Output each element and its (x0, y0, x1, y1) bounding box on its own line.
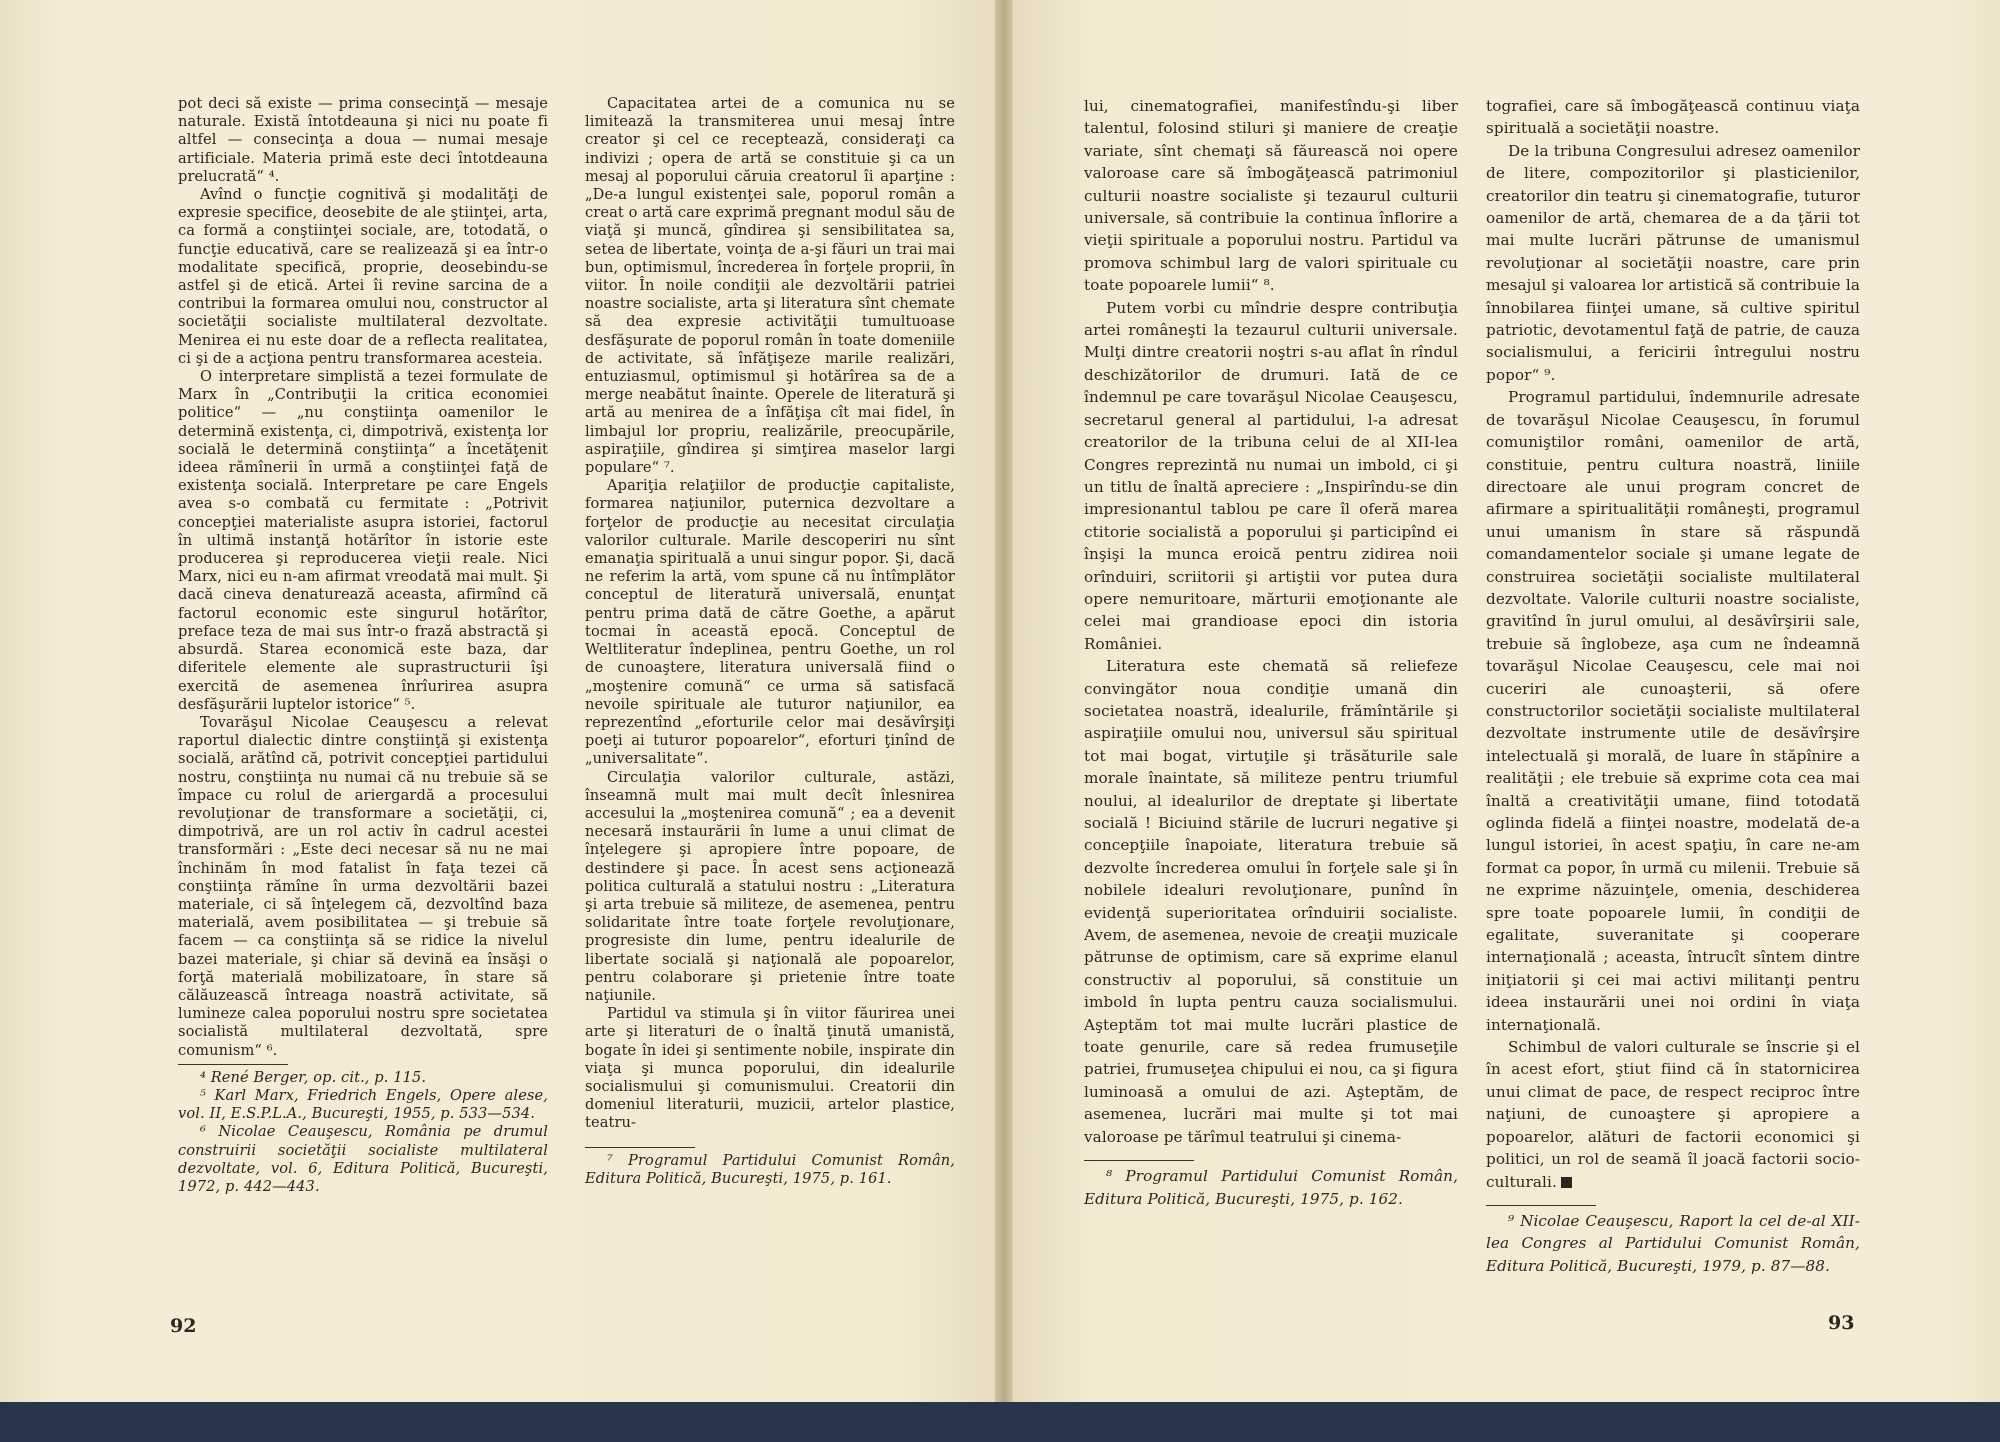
footnote-rule (1486, 1205, 1596, 1206)
footnote-rule (585, 1147, 695, 1148)
paragraph: pot deci să existe — prima consecinţă — mesaje naturale. Există întotdeauna şi nici nu poate fi altfel — consecinţa a doua — numai mesaje artificiale. Materia primă este deci întotdeauna prelucrată“ ⁴. (178, 95, 548, 185)
page-number-left: 92 (170, 1315, 197, 1337)
footnote: ⁴ René Berger, op. cit., p. 115. (200, 1068, 427, 1086)
footnote: ⁹ Nicolae Ceauşescu, Raport la cel de-al XII-lea Congres al Partidului Comunist Român, Editura Politică, Bucureşti, 1979, p. 87—88. (1486, 1211, 1860, 1275)
left-column-1 (178, 95, 548, 1196)
paragraph: Capacitatea artei de a comunica nu se limitează la transmiterea unui mesaj între creator şi cel ce recepteazǎ, consideraţi ca indivizi ; opera de artă se constituie şi ca un mesaj al poporului căruia creatorul îi aparţine : „De-a lungul existenţei sale, poporul român a creat o artă care exprimă pregnant modul său de viaţă şi muncă, gîndirea şi sensibilitatea sa, setea de libertate, voinţa de a-şi făuri un trai mai bun, optimismul, încrederea în forţele proprii, în viitor. În noile condiţii ale dezvoltării patriei noastre socialiste, arta şi literatura sînt chemate să dea expresie activităţii tumultuoase desfăşurate de poporul român în toate domeniile de activitate, să înfăţişeze marile realizări, entuziasmul, optimismul şi hotărîrea sa de a merge neabătut înainte. Operele de literatură şi artă au menirea de a înfăţişa cît mai fidel, în limbajul lor propriu, realizările, preocupările, aspiraţiile, gîndirea şi simţirea maselor largi populare“ ⁷. (585, 95, 955, 477)
paragraph: Putem vorbi cu mîndrie despre contribuţia artei româneşti la tezaurul culturii universale. Mulţi dintre creatorii noştri s-au aflat în rîndul deschizătorilor de drumuri. Iată de ce îndemnul pe care tovarăşul Nicolae Ceauşescu, secretarul general al partidului, l-a adresat creatorilor de la tribuna celui de al XII-lea Congres reprezintă nu numai un imbold, ci şi un titlu de înaltă apreciere : „Inspirîndu-se din impresionantul tablou pe care îl oferă marea ctitorie socialistă a poporului şi participînd ei înşişi la munca eroică pentru zidirea noii orînduiri, scriitorii şi artiştii vor putea dura opere nemuritoare, mărturii emoţionante ale celei mai grandioase epoci din istoria României. (1084, 298, 1458, 653)
paragraph: De la tribuna Congresului adresez oamenilor de litere, compozitorilor şi plasticienilor, creatorilor din teatru şi cinematografie, tuturor oamenilor de artă, chemarea de a da ţării tot mai multe lucrări pătrunse de umanismul revoluţionar al societăţii noastre, care prin mesajul şi valoarea lor artistică să contribuie la înnobilarea fiinţei umane, să cultive spiritul patriotic, devotamentul faţă de patrie, de cauza socialismului, a fericirii întregului nostru popor“ ⁹. (1486, 141, 1860, 384)
paragraph: Avînd o funcţie cognitivă şi modalităţi de expresie specifice, deosebite de ale ştiinţei, arta, ca formă a conştiinţei sociale, are, totodată, o funcţie educativă, care se realizează şi ea într-o modalitate specifică, proprie, deosebindu-se astfel şi de etică. Artei îi revine sarcina de a contribui la formarea omului nou, constructor al societăţii socialiste multilateral dezvoltate. Menirea ei nu este doar de a reflecta realitatea, ci şi de a acţiona pentru transformarea acesteia. (178, 186, 548, 367)
book-gutter (995, 0, 1013, 1442)
footnote: ⁵ Karl Marx, Friedrich Engels, Opere alese, vol. II, E.S.P.L.A., Bucureşti, 1955, p. 533—534. (178, 1086, 548, 1123)
left-column-2 (585, 95, 955, 1188)
paragraph: Partidul va stimula şi în viitor făurirea unei arte şi literaturi de o înaltă ţinută umanistă, bogate în idei şi sentimente nobile, inspirate din viaţa şi munca poporului, din idealurile socialismului şi comunismului. Creatorii din domeniul literaturii, muzicii, artelor plastice, teatru- (585, 1005, 955, 1132)
right-column-1 (1084, 95, 1458, 1210)
right-column-2 (1486, 95, 1860, 1277)
paragraph: Circulaţia valorilor culturale, astăzi, înseamnă mult mai mult decît înlesnirea accesului la „moştenirea comună“ ; ea a devenit necesară instaurării în lume a unui climat de înţelegere şi apropiere între popoare, de destindere şi pace. În acest sens acţionează politica culturală a statului nostru : „Literatura şi arta trebuie să militeze, de asemenea, pentru solidaritate între toate forţele revoluţionare, progresiste din lume, pentru idealurile de libertate socială şi naţională ale popoarelor, pentru colaborare şi prietenie între toate naţiunile. (585, 768, 955, 1004)
footnote: ⁶ Nicolae Ceauşescu, România pe drumul construirii societăţii socialiste multilateral dezvoltate, vol. 6, Editura Politică, Bucureşti, 1972, p. 442—443. (178, 1123, 548, 1195)
footnote-rule (1084, 1160, 1194, 1161)
page-number-right: 93 (1828, 1312, 1855, 1334)
right-page (1004, 0, 2000, 1442)
paragraph: Programul partidului, îndemnurile adresate de tovarăşul Nicolae Ceauşescu, în forumul comuniştilor români, oamenilor de artă, constituie, pentru cultura noastră, liniile directoare ale unui program concret de afirmare a spiritualităţii româneşti, programul unui umanism în stare să răspundă comandamentelor sociale şi umane legate de construirea societăţii socialiste multilateral dezvoltate. Valorile culturii noastre socialiste, gravitînd în jurul omului, al desăvîrşirii sale, trebuie să înglobeze, aşa cum ne îndeamnă tovarăşul Nicolae Ceauşescu, cele mai noi cuceriri ale cunoaşterii, să ofere constructorilor societăţii socialiste multilateral dezvoltate instrumente utile de desăvîrşire intelectuală şi morală, de luare în stăpînire a realităţii ; ele trebuie să exprime cota cea mai înaltă a creativităţii umane, fiind totodată oglinda fidelă a fiinţei noastre, modelată de-a lungul istoriei, în acest spaţiu, în care ne-am format ca popor, în urmă cu milenii. Trebuie să ne exprime năzuinţele, omenia, deschiderea spre toate popoarele lumii, în condiţii de egalitate, suveranitate şi cooperare internaţională ; aceasta, întrucît sîntem dintre iniţiatorii şi cei mai activi militanţi pentru ideea instaurării unei noi ordini în viaţa internaţională. (1486, 388, 1860, 1034)
paragraph (1486, 1036, 1860, 1193)
background-edge (0, 1402, 2000, 1442)
end-mark-icon (1561, 1177, 1572, 1188)
footnote: ⁸ Programul Partidului Comunist Român, Editura Politică, Bucureşti, 1975, p. 162. (1084, 1167, 1458, 1208)
footnote-rule (178, 1064, 288, 1065)
paragraph-text: Schimbul de valori culturale se înscrie şi el în acest efort, ştiut fiind că în statornicirea unui climat de pace, de respect reciproc între naţiuni, de cunoaştere şi apropiere a popoarelor, alături de factorii economici şi politici, un rol de seamă îl joacă factorii socio-culturali. (1486, 1038, 1860, 1191)
paragraph: Literatura este chemată să reliefeze convingător noua condiţie umană din societatea noastră, idealurile, frămîntările şi aspiraţiile omului nou, universul său spiritual tot mai bogat, virtuţile şi trăsăturile sale morale înaintate, să militeze pentru triumful noului, al idealurilor de dreptate şi libertate socială ! Biciuind stările de lucruri negative şi concepţiile înapoiate, literatura trebuie să dezvolte încrederea omului în forţele sale şi în nobilele idealuri revoluţionare, punînd în evidenţă superioritatea orînduirii socialiste. Avem, de asemenea, nevoie de creaţii muzicale pătrunse de optimism, care să exprime elanul constructiv al poporului, să constituie un imbold în lupta pentru cauza socialismului. Aşteptăm tot mai multe lucrări plastice de toate genurile, care să redea frumuseţile patriei, frumuseţea chipului ei nou, ca şi figura luminoasă a omului de azi. Aşteptăm, de asemenea, lucrări mai multe şi tot mai valoroase pe tărîmul teatrului şi cinema- (1084, 657, 1458, 1146)
paragraph: Tovarăşul Nicolae Ceauşescu a relevat raportul dialectic dintre conştiinţă şi existenţa socială, arătînd că, potrivit concepţiei partidului nostru, conştiinţa nu numai că nu trebuie să se împace cu rolul de ariergardă a procesului revoluţionar de transformare a societăţii, ci, dimpotrivă, are un rol activ în cadrul acestei transformări : „Este deci necesar să nu ne mai închinăm în mod fatalist în faţa tezei că conştiinţa rămîne în urma dezvoltării bazei materiale, ci să înţelegem că, dezvoltînd baza materială, avem posibilitatea — şi trebuie să facem — ca conştiinţa să se ridice la nivelul bazei materiale, şi chiar să devină ea însăşi o forţă materială mobilizatoare, în stare să călăuzească întreaga noastră activitate, să lumineze calea poporului nostru spre societatea socialistă multilateral dezvoltată, spre comunism“ ⁶. (178, 713, 548, 1059)
footnote: ⁷ Programul Partidului Comunist Român, Editura Politică, Bucureşti, 1975, p. 161. (585, 1151, 955, 1187)
paragraph: lui, cinematografiei, manifestîndu-şi liber talentul, folosind stiluri şi maniere de creaţie variate, sînt chemaţi să făurească noi opere valoroase care să îmbogăţească patrimoniul culturii noastre socialiste şi tezaurul culturii universale, să contribuie la continua înflorire a vieţii spirituale a poporului nostru. Partidul va promova schimbul larg de valori spirituale cu toate popoarele lumii“ ⁸. (1084, 97, 1458, 295)
paragraph: Apariţia relaţiilor de producţie capitaliste, formarea naţiunilor, puternica dezvoltare a forţelor de producţie au necesitat circulaţia valorilor culturale. Marile descoperiri nu sînt emanaţia spirituală a unui singur popor. Şi, dacă ne referim la artă, vom spune că nu întîmplător conceptul de literatură universală, enunţat pentru prima dată de către Goethe, a apărut tocmai în această epocă. Conceptul de Weltliteratur îndeplinea, pentru Goethe, un rol de cunoaştere, literatura universală fiind o „moştenire comună“ ce urma să satisfacă nevoile spirituale ale tuturor naţiunilor, ea reprezentînd „eforturile celor mai desăvîrşiţi poeţi ai tuturor popoarelor“, eforturi ţinînd de „universalitate“. (585, 477, 955, 768)
paragraph: tografiei, care să îmbogăţească continuu viaţa spirituală a societăţii noastre. (1486, 97, 1860, 138)
paragraph: O interpretare simplistă a tezei formulate de Marx în „Contribuţii la critica economiei politice“ — „nu conştiinţa oamenilor le determină existenţa, ci, dimpotrivă, existenţa lor socială le determină conştiinţa“ a încetăţenit ideea rămînerii în urmă a conştiinţei faţă de existenţa socială. Interpretare pe care Engels avea s-o combată cu fermitate : „Potrivit concepţiei materialiste asupra istoriei, factorul în ultimă instanţă hotărîtor în istorie este producerea şi reproducerea vieţii reale. Nici Marx, nici eu n-am afirmat vreodată mai mult. Şi dacă cineva denaturează aceasta, afirmînd că factorul economic este singurul hotărîtor, preface teza de mai sus într-o frază abstractă şi absurdă. Starea economică este baza, dar diferitele elemente ale suprastructurii îşi exercită de asemenea înrîurirea asupra desfăşurării luptelor istorice“ ⁵. (178, 368, 548, 713)
